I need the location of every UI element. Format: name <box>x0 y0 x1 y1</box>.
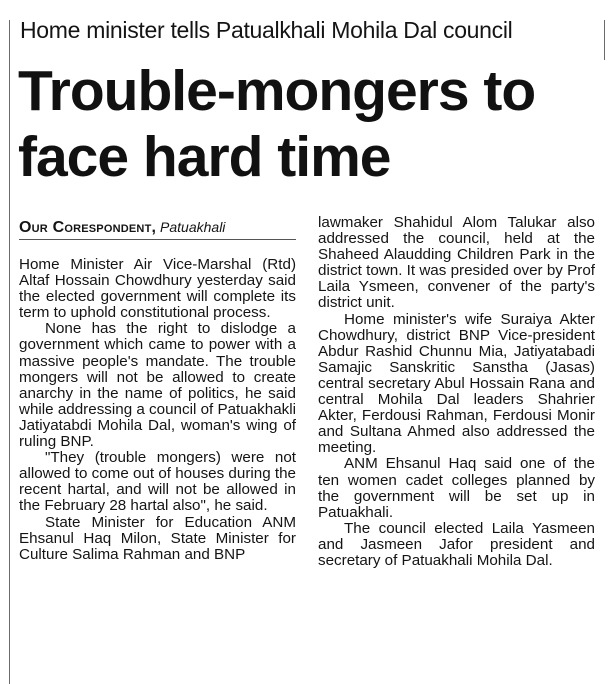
paragraph: The council elected Laila Yasmeen and Jasmeen Jafor president and secretary of Patuakhali Mohila Dal. <box>318 519 595 569</box>
paragraph: Home Minister Air Vice-Marshal (Rtd) Altaf Hossain Chowdhury yesterday said the elected government will complete its term to uphold constitutional process. <box>19 256 296 322</box>
byline-place: Patuakhali <box>160 219 226 235</box>
left-column-rule <box>9 20 10 684</box>
article-column-left <box>19 257 296 563</box>
headline-line-2: face hard time <box>18 125 391 189</box>
headline-line-1: Trouble-mongers to <box>18 59 536 123</box>
paragraph: None has the right to dislodge a government which came to power with a massive people's mandate. The trouble mongers will not be allowed to create anarchy in the name of politics, he said while addressing a council of Patuakhakli Jatiyatabdi Mohila Dal, woman's wing of ruling BNP. <box>19 320 296 451</box>
paragraph: Home minister's wife Suraiya Akter Chowdhury, district BNP Vice-president Abdur Rashid Chunnu Mia, Jatiyatabadi Samajic Sanskritic Sanstha (Jasas) central secretary Abul Hossain Rana and central Mohila Dal leaders Shahrier Akter, Ferdousi Rahman, Ferdousi Monir and Sultana Ahmed also addressed the meeting. <box>318 310 595 457</box>
byline-divider <box>19 239 296 240</box>
paragraph: ANM Ehsanul Haq said one of the ten women cadet colleges planned by the government will be set up in Patuakhali. <box>318 455 595 521</box>
paragraph: State Minister for Education ANM Ehsanul Haq Milon, State Minister for Culture Salima Rahman and BNP <box>19 513 296 563</box>
paragraph: lawmaker Shahidul Alom Talukar also addressed the council, held at the Shaheed Alaudding Children Park in the district town. It was presided over by Prof Laila Ysmeen, convener of the party's district unit. <box>318 214 595 312</box>
kicker: Home minister tells Patualkhali Mohila Dal council <box>20 17 513 43</box>
headline <box>18 58 603 190</box>
right-column-rule <box>604 20 605 60</box>
byline-author: Our Corespondent, <box>19 219 157 236</box>
byline <box>19 218 296 237</box>
article-column-right <box>318 215 595 569</box>
paragraph: "They (trouble mongers) were not allowed to come out of houses during the recent hartal, and will not be allowed in the February 28 hartal also", he said. <box>19 449 296 515</box>
